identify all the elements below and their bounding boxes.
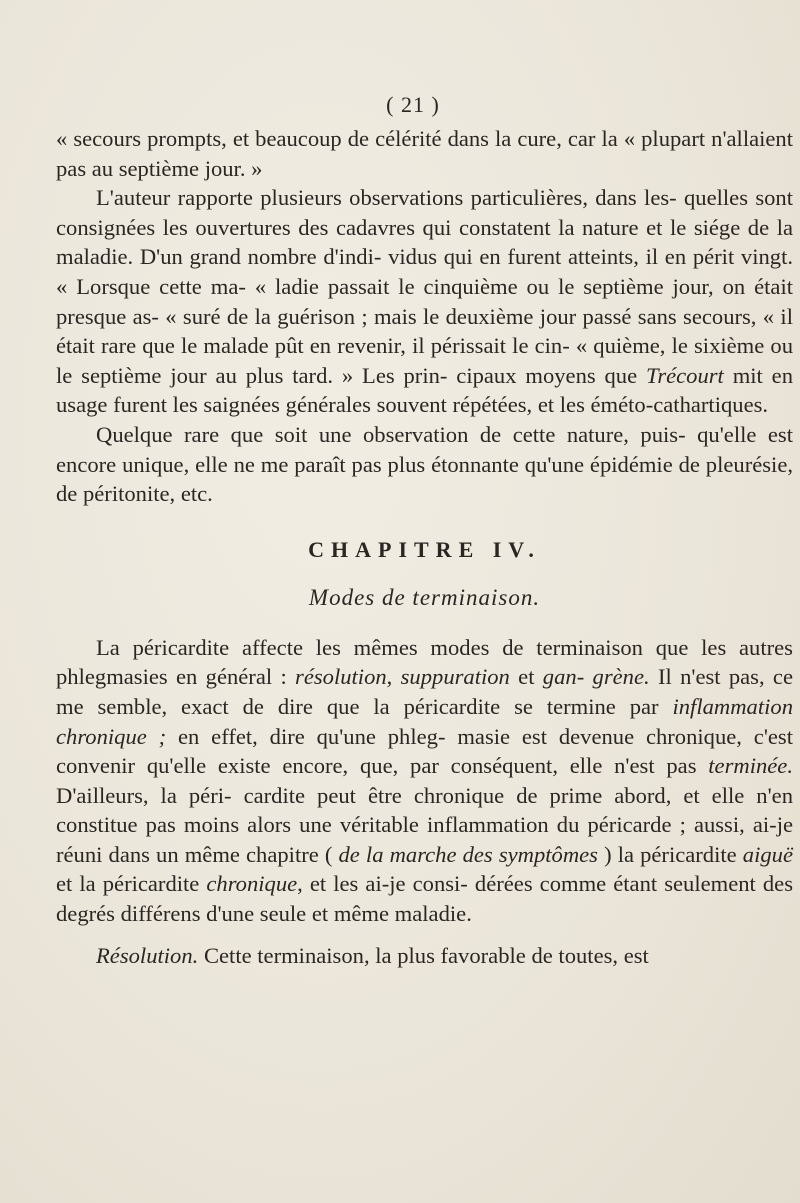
text-line: qu'une épidémie de pleurésie, de péritonite, etc.: [56, 451, 793, 507]
text-line: Quelque rare que soit une observation de cette nature, puis-: [96, 421, 686, 447]
text-line: pas moins alors une véritable inflammation du péricarde ; aussi,: [145, 812, 745, 838]
text-line: La péricardite affecte les mêmes modes de terminaison que les: [96, 634, 727, 660]
term-italic: aiguë: [742, 841, 793, 867]
text-line: mit en usage furent les saignées: [56, 362, 794, 418]
text-line: ,: [386, 664, 401, 690]
term-italic: de la marche des symptômes: [338, 841, 598, 867]
text-line: cardite peut être chronique de prime abord, et elle n'en constitue: [56, 782, 793, 838]
text-line: « il était rare que le malade pût en revenir, il périssait le cin-: [56, 303, 793, 359]
text-line: , et les ai-je consi-: [297, 871, 468, 897]
term-italic: grène.: [592, 664, 650, 690]
text-line: D'ailleurs, la péri-: [56, 782, 232, 808]
paragraph-terminaison: [56, 633, 793, 929]
section-label: Résolution.: [96, 942, 199, 968]
text-line: et: [509, 664, 543, 690]
term-italic: résolution: [295, 664, 387, 690]
text-line: générales souvent répétées, et les éméto-cathartiques.: [285, 392, 769, 418]
text-line: dérées comme étant seulement des degrés différens d'une seule et: [56, 871, 794, 927]
text-line: cipaux moyens que: [456, 362, 646, 388]
paragraph-remark: [56, 420, 793, 509]
paragraph-observations: [56, 183, 793, 420]
text-line: et la péricardite: [56, 871, 207, 897]
text-line: en effet, dire qu'une phleg-: [166, 723, 446, 749]
chapter-heading: CHAPITRE IV.: [308, 536, 541, 562]
text-line: Il n'est pas, ce me semble, exact de dire que la péricardite: [56, 664, 793, 719]
term-italic: inflammation chronique ;: [56, 693, 793, 749]
paragraph-resolution: [56, 941, 793, 971]
text-line: « quième, le sixième ou le septième jour au plus tard. » Les prin-: [56, 333, 793, 388]
text-line: autres phlegmasies en général :: [56, 634, 793, 690]
text-line: « secours prompts, et beaucoup de célérité dans la cure, car la: [56, 126, 618, 151]
text-line: se termine par: [514, 693, 673, 719]
text-line: « suré de la guérison ; mais le deuxième jour passé sans secours,: [165, 303, 757, 329]
page-number: ( 21 ): [386, 92, 440, 117]
term-italic: gan-: [542, 664, 585, 690]
term-italic: terminée.: [708, 753, 793, 779]
text-line: la péricardite: [617, 841, 743, 867]
text-line: même maladie.: [333, 901, 472, 927]
term-italic: chronique: [206, 871, 298, 897]
text-line: ): [597, 841, 612, 867]
text-line: « ladie passait le cinquième ou le septième jour, on était presque as-: [56, 273, 793, 329]
text-line: ai-je réuni dans un même chapitre (: [56, 812, 794, 867]
paragraph-quote-continuation: [56, 124, 793, 183]
text-line: vidus qui en furent atteints, il en périt vingt. « Lorsque cette ma-: [56, 244, 794, 299]
author-name: Trécourt: [646, 362, 724, 388]
chapter-subtitle: Modes de terminaison.: [308, 584, 541, 610]
text-line: Cette terminaison, la plus favorable de toutes, est: [198, 942, 649, 968]
text-line: qu'elle est encore unique, elle ne me paraît pas plus étonnante: [56, 421, 793, 477]
text-line: quelles sont consignées les ouvertures des cadavres qui constatent: [56, 185, 793, 240]
text-line: « plupart n'allaient pas au septième jour. »: [56, 126, 794, 181]
text-line: la nature et le siége de la maladie. D'un grand nombre d'indi-: [56, 214, 794, 270]
text-line: L'auteur rapporte plusieurs observations particulières, dans les-: [96, 185, 677, 211]
text-line: masie est devenue chronique, c'est convenir qu'elle existe encore,: [56, 723, 793, 779]
text-line: que, par conséquent, elle n'est pas: [360, 753, 709, 779]
term-italic: suppuration: [400, 664, 510, 690]
